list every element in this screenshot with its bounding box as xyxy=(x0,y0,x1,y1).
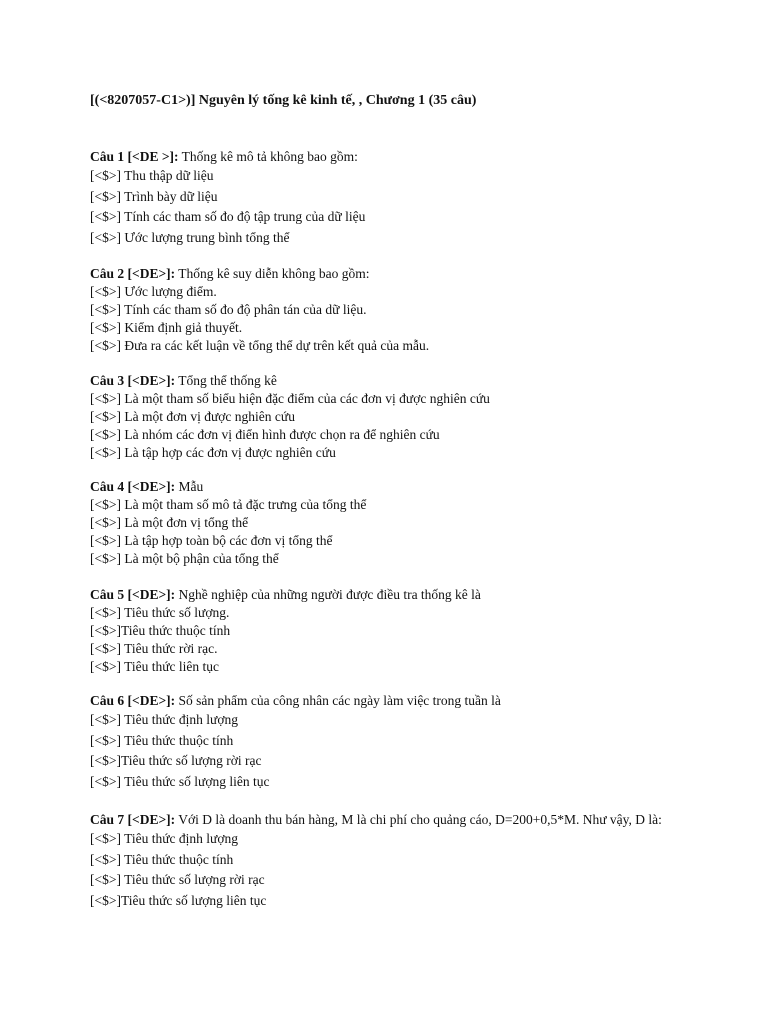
answer-option: [<$>] Tiêu thức số lượng liên tục xyxy=(90,773,270,789)
question-5 xyxy=(90,585,700,676)
answer-option: [<$>] Ước lượng điểm. xyxy=(90,284,217,299)
answer-option: [<$>] Tính các tham số đo độ phân tán của dữ liệu. xyxy=(90,302,367,317)
answer-option: [<$>] Thu thập dữ liệu xyxy=(90,168,214,183)
question-2 xyxy=(90,264,700,355)
answer-list xyxy=(90,390,700,462)
answer-option: [<$>] Tiêu thức thuộc tính xyxy=(90,732,234,748)
answer-option: [<$>] Tính các tham số đo độ tập trung của dữ liệu xyxy=(90,209,366,224)
document-title: [(<8207057-C1>)] Nguyên lý tống kê kinh tế, , Chương 1 (35 câu) xyxy=(90,93,477,108)
question-label: Câu 4 [<DE>]: xyxy=(90,479,176,494)
question-label: Câu 5 [<DE>]: xyxy=(90,587,176,602)
question-label: Câu 1 [<DE >]: xyxy=(90,149,179,164)
question-label: Câu 3 [<DE>]: xyxy=(90,373,176,388)
answer-option: [<$>] Là một tham số mô tả đặc trưng của tổng thể xyxy=(90,497,367,512)
answer-option: [<$>] Là nhóm các đơn vị điển hình được chọn ra để nghiên cứu xyxy=(90,427,440,442)
answer-option: [<$>] Là tập hợp các đơn vị được nghiên cứu xyxy=(90,445,336,460)
answer-option: [<$>] Tiêu thức số lượng rời rạc xyxy=(90,872,265,887)
question-7 xyxy=(90,810,700,911)
answer-option: [<$>] Đưa ra các kết luận về tổng thể dự trên kết quả của mẫu. xyxy=(90,338,430,353)
answer-option: [<$>] Tiêu thức số lượng. xyxy=(90,605,230,620)
answer-option: [<$>] Là một bộ phận của tổng thể xyxy=(90,551,279,566)
question-label: Câu 2 [<DE>]: xyxy=(90,266,176,281)
answer-option: [<$>] Là tập hợp toàn bộ các đơn vị tổng thể xyxy=(90,533,333,548)
question-4 xyxy=(90,477,700,568)
answer-option: [<$>]Tiêu thức số lượng rời rạc xyxy=(90,753,262,768)
answer-option: [<$>] Tiêu thức thuộc tính xyxy=(90,851,234,867)
answer-list xyxy=(90,604,700,676)
question-text: Thống kê suy diễn không bao gồm: xyxy=(178,266,370,281)
answer-option: [<$>] Là một tham số biểu hiện đặc điểm của các đơn vị được nghiên cứu xyxy=(90,391,490,406)
answer-list xyxy=(90,166,700,248)
answer-option: [<$>] Tiêu thức rời rạc. xyxy=(90,641,218,656)
question-text: Tổng thể thống kê xyxy=(178,373,277,388)
question-6 xyxy=(90,691,700,792)
question-3 xyxy=(90,371,700,462)
answer-option: [<$>] Ước lượng trung bình tổng thể xyxy=(90,229,290,245)
answer-option: [<$>] Tiêu thức định lượng xyxy=(90,831,239,846)
question-text: Nghề nghiệp của những người được điều tra thống kê là xyxy=(178,587,481,602)
answer-option: [<$>]Tiêu thức thuộc tính xyxy=(90,623,231,638)
question-text: Thống kê mô tả không bao gồm: xyxy=(181,149,358,164)
answer-option: [<$>] Tiêu thức liên tục xyxy=(90,659,220,674)
question-label: Câu 7 [<DE>]: xyxy=(90,812,176,827)
answer-option: [<$>]Tiêu thức số lượng liên tục xyxy=(90,892,267,908)
answer-option: [<$>] Là một đơn vị tổng thể xyxy=(90,515,249,530)
question-label: Câu 6 [<DE>]: xyxy=(90,693,176,708)
question-text: Với D là doanh thu bán hàng, M là chi phí cho quảng cáo, D=200+0,5*M. Như vậy, D là: xyxy=(178,812,662,827)
answer-option: [<$>] Kiểm định giả thuyết. xyxy=(90,320,243,335)
answer-list xyxy=(90,283,700,355)
question-1 xyxy=(90,147,700,248)
answer-option: [<$>] Trình bày dữ liệu xyxy=(90,188,218,204)
answer-option: [<$>] Tiêu thức định lượng xyxy=(90,712,239,727)
question-text: Mẫu xyxy=(178,479,204,494)
answer-list xyxy=(90,496,700,568)
answer-list xyxy=(90,829,700,911)
answer-list xyxy=(90,710,700,792)
question-text: Số sản phẩm của công nhân các ngày làm việc trong tuần là xyxy=(178,693,501,708)
answer-option: [<$>] Là một đơn vị được nghiên cứu xyxy=(90,409,295,424)
